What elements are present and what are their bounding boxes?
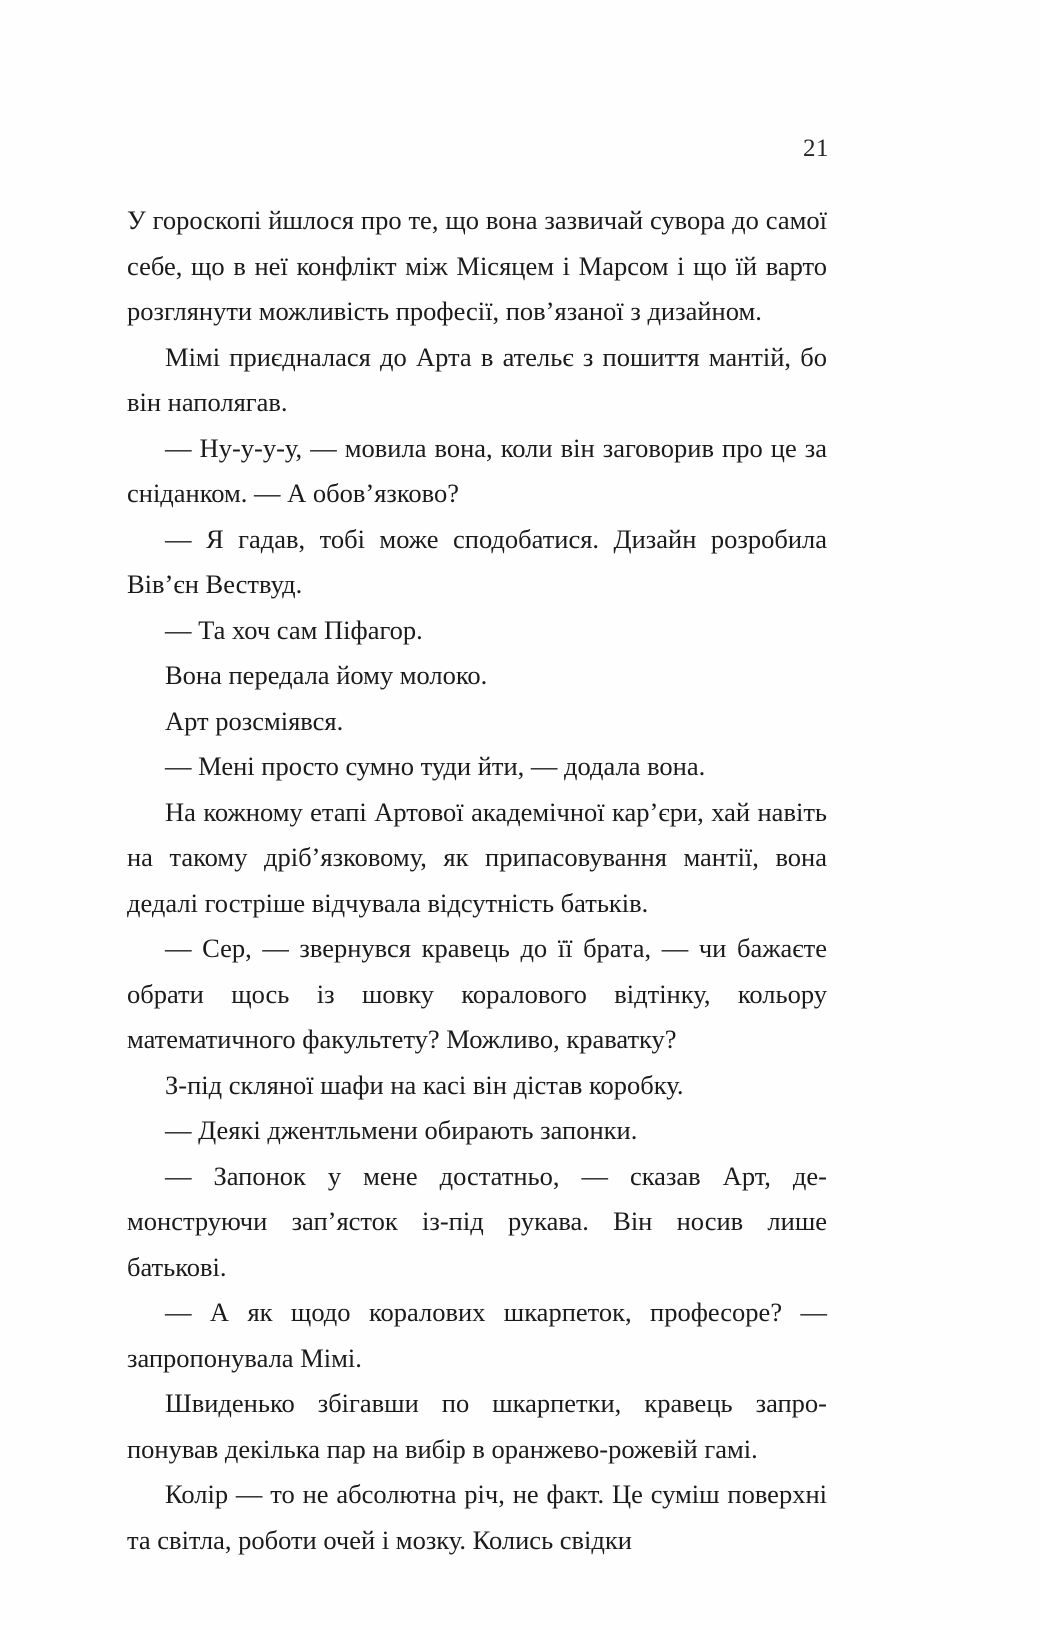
paragraph: — А як щодо коралових шкарпеток, професоре? — запропонувала Мімі. [127,1297,827,1373]
paragraph: Арт розсміявся. [165,705,344,736]
paragraph: Швиденько збігавши по шкарпетки, кравець запропонував декілька пар на вибір в оранжево-рожевій гамі. [127,1388,827,1464]
paragraph: — Сер, — звернувся кравець до її брата, — чи бажаєте обрати щось із шовку коралового відтінку, кольору математичного факультету? Можливо, краватку? [127,933,827,1054]
paragraph: — Я гадав, тобі може сподобатися. Дизайн розробила Вів’єн Вествуд. [127,523,827,599]
paragraph: — Мені просто сумно туди йти, — додала вона. [165,751,706,781]
paragraph: На кожному етапі Артової академічної кар’єри, хай навіть на такому дріб’язковому, як припасовування мантії, вона дедалі гостріше відчувала відсутність батьків. [127,796,827,918]
body-text [127,198,827,1563]
paragraph: — Деякі джентльмени обирають запонки. [165,1115,638,1145]
paragraph: — Запонок у мене достатньо, — сказав Арт, демонструючи зап’ясток із-під рукава. Він носив лише батькові. [127,1160,827,1282]
paragraph: У гороскопі йшлося про те, що вона зазвичай сувора до самої себе, що в неї конфлікт між Місяцем і Марсом і що їй варто розглянути можливість професії, пов’язаної з дизайном. [127,205,827,326]
paragraph: Колір — то не абсолютна річ, не факт. Це суміш поверхні та світла, роботи очей і мозку. Колись свідки [127,1479,827,1555]
paragraph: — Ну-у-у-у, — мовила вона, коли він заговорив про це за сніданком. — А обов’язково? [127,432,827,508]
paragraph: Мімі приєдналася до Арта в ательє з пошиття мантій, бо він наполягав. [127,341,827,417]
page-number: 21 [803,135,829,162]
paragraph: Вона передала йому молоко. [165,660,488,690]
paragraph: З-під скляної шафи на касі він дістав коробку. [165,1069,684,1100]
paragraph: — Та хоч сам Піфагор. [165,614,423,645]
